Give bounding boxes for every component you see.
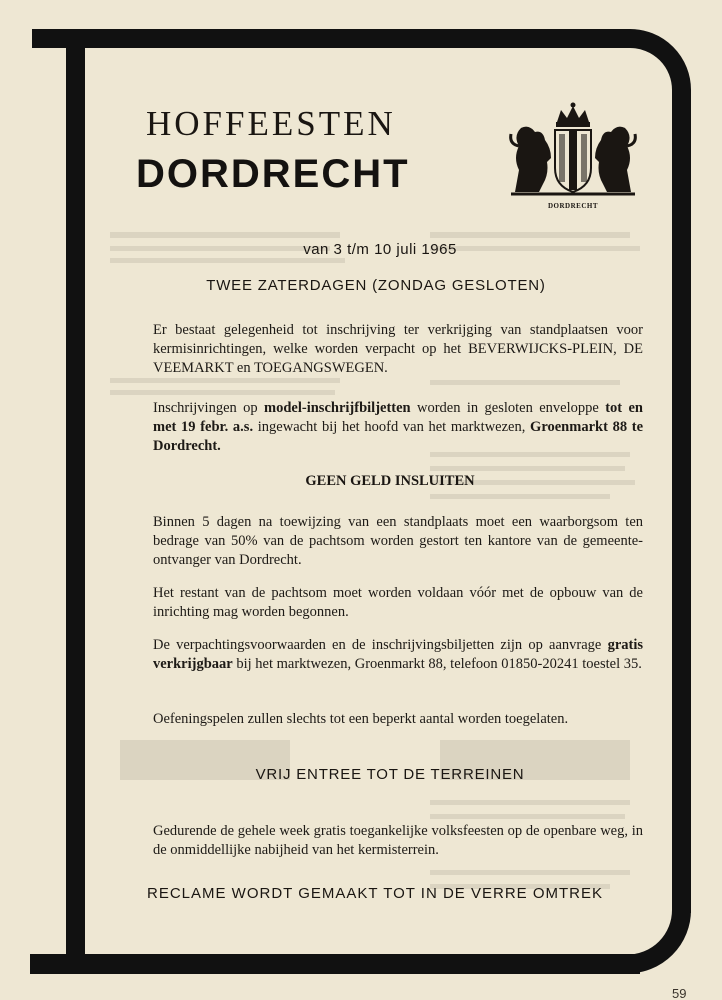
frame-top-right-corner	[580, 29, 692, 109]
heading-free-entry: VRIJ ENTREE TOT DE TERREINEN	[255, 766, 525, 783]
crest-caption: DORDRECHT	[547, 202, 598, 210]
title-dordrecht: DORDRECHT	[136, 152, 410, 196]
frame-bottom-right-corner	[590, 900, 700, 974]
p2-text-c: worden in gesloten enveloppe	[410, 400, 606, 416]
p2-bold-address: Groenmarkt 88 te Dordrecht.	[153, 419, 644, 454]
p2-text-a: Inschrijvingen op	[153, 400, 265, 416]
paragraph-folk-festivities: Gedurende de gehele week gratis toegankelijke volksfeesten op de openbare weg, in de onmiddellijke nabijheid van het kermisterrein.	[153, 823, 643, 858]
p2-bold-forms: model-inschrijfbiljetten	[264, 400, 411, 416]
paragraph-deposit: Binnen 5 dagen na toewijzing van een standplaats moet een waarborgsom ten bedrage van 50% van de pachtsom worden gestort ten kantore van de gemeente-ontvanger van Dordrecht.	[153, 514, 643, 568]
frame-right-bar	[672, 95, 691, 913]
p6-bold-free: gratis verkrijgbaar	[153, 637, 643, 672]
subheading-saturdays: TWEE ZATERDAGEN (ZONDAG GESLOTEN)	[206, 277, 546, 294]
page-number: 59	[672, 986, 687, 1000]
p2-text-e: ingewacht bij het hoofd van het marktwezen,	[253, 419, 531, 435]
paragraph-remainder: Het restant van de pachtsom moet worden voldaan vóór met de opbouw van de inrichting mag worden begonnen.	[153, 585, 643, 620]
event-dates: van 3 t/m 10 juli 1965	[303, 241, 457, 258]
dordrecht-coat-of-arms-icon	[505, 100, 641, 200]
p2-bold-deadline: tot en met 19 febr. a.s.	[153, 400, 643, 435]
footer-advertising: RECLAME WORDT GEMAAKT TOT IN DE VERRE OMTREK	[146, 885, 603, 902]
title-hoffeesten: HOFFEESTEN	[146, 104, 396, 143]
heading-no-money: GEEN GELD INSLUITEN	[305, 473, 475, 489]
paragraph-registration: Er bestaat gelegenheid tot inschrijving ter verkrijging van standplaatsen voor kermisinrichtingen, welke worden verpacht op het BEVERWIJCKS-PLEIN, DE VEEMARKT en TOEGANGSWEGEN.	[153, 322, 643, 376]
frame-top-bar	[32, 29, 630, 48]
paragraph-practice-games: Oefeningspelen zullen slechts tot een beperkt aantal worden toegelaten.	[153, 711, 569, 727]
frame-left-bar	[66, 29, 85, 974]
paragraph-conditions	[153, 636, 643, 674]
p6-text-a: De verpachtingsvoorwaarden en de inschrijvingsbiljetten zijn op aanvrage	[153, 637, 608, 653]
frame-bottom-bar	[30, 954, 640, 974]
p6-text-c: bij het marktwezen, Groenmarkt 88, telefoon 01850-20241 toestel 35.	[232, 656, 642, 672]
paragraph-registration-forms	[153, 399, 643, 456]
